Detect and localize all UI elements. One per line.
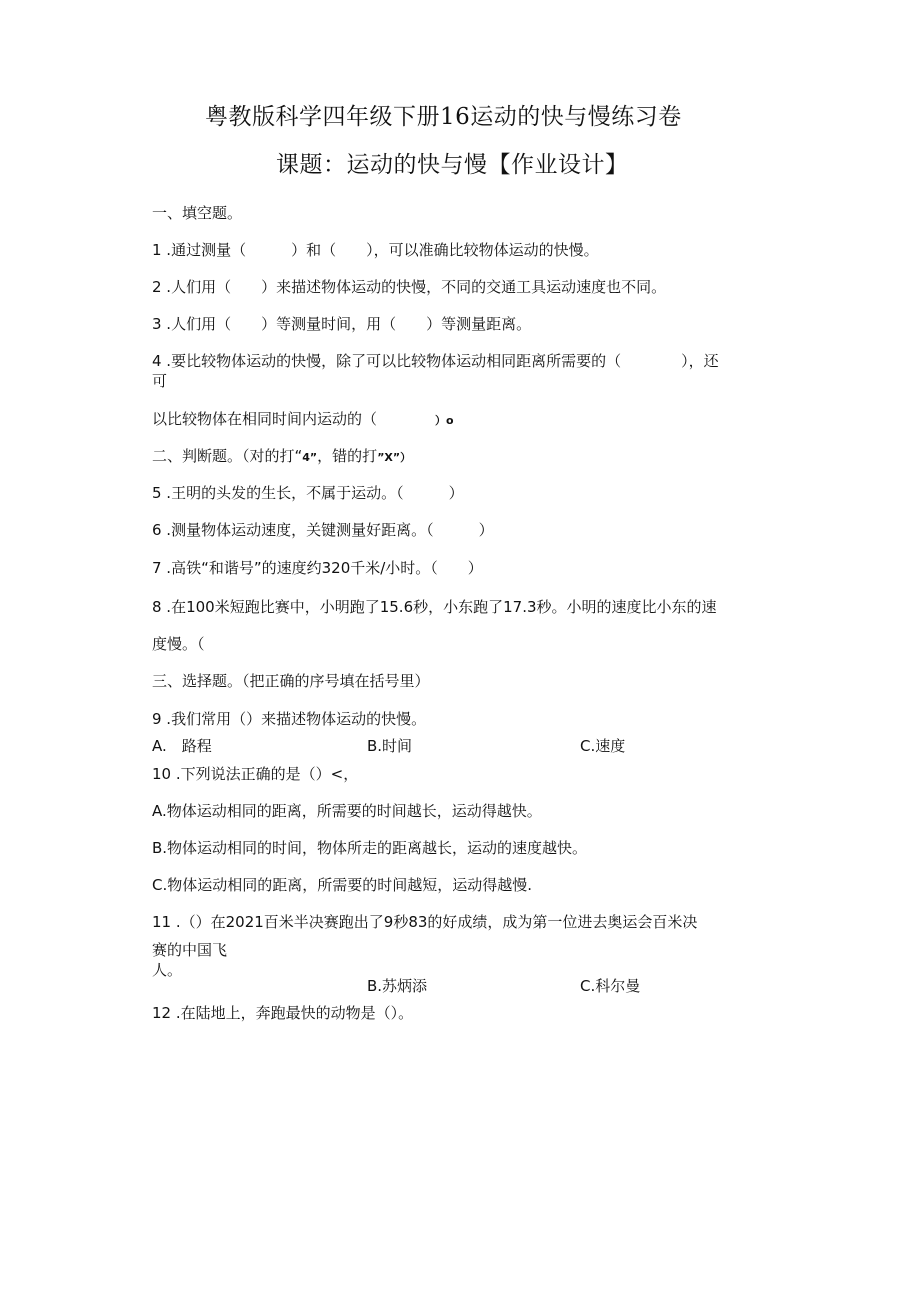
question-10-option-b: B.物体运动相同的时间，物体所走的距离越长，运动的速度越快。 xyxy=(152,839,588,857)
question-9-option-b: B.时间 xyxy=(367,737,413,755)
question-11-line-1: 11 .（）在2021百米半决赛跑出了9秒83的好成绩，成为第一位进去奥运会百米决 xyxy=(152,913,698,931)
question-10-option-a: A.物体运动相同的距离，所需要的时间越长，运动得越快。 xyxy=(152,802,542,820)
question-9-option-c: C.速度 xyxy=(580,737,626,755)
question-10-option-c: C.物体运动相同的距离，所需要的时间越短，运动得越慢. xyxy=(152,876,533,894)
question-9: 9 .我们常用（）来描述物体运动的快慢。 xyxy=(152,710,427,728)
question-3: 3 .人们用（ ）等测量时间，用（ ）等测量距离。 xyxy=(152,315,532,333)
question-11-option-c: C.科尔曼 xyxy=(580,977,641,995)
question-8-line-1: 8 .在100米短跑比赛中，小明跑了15.6秒，小东跑了17.3秒。小明的速度比小东的速 xyxy=(152,598,717,616)
heading-mid: ，错的打 xyxy=(317,447,378,465)
question-4-line-3-end: ）o xyxy=(435,414,454,427)
question-4-line-3-text: 以比较物体在相同时间内运动的（ xyxy=(152,410,378,428)
section-heading-multiple-choice: 三、选择题。（把正确的序号填在括号里） xyxy=(152,672,430,690)
question-9-option-a: A. 路程 xyxy=(152,737,212,755)
section-heading-fill-blank: 一、填空题。 xyxy=(152,204,243,222)
question-11-line-2: 赛的中国飞 xyxy=(152,941,228,959)
question-10: 10 .下列说法正确的是（）<， xyxy=(152,765,359,783)
question-11-option-b: B.苏炳添 xyxy=(367,977,428,995)
question-8-line-2: 度慢。（ xyxy=(152,635,205,653)
heading-end: ） xyxy=(400,451,412,464)
question-2: 2 .人们用（ ）来描述物体运动的快慢，不同的交通工具运动速度也不同。 xyxy=(152,278,667,296)
page-subtitle: 课题：运动的快与慢【作业设计】 xyxy=(276,152,629,178)
heading-text: 二、判断题。（对的打“ xyxy=(152,447,303,465)
question-1: 1 .通过测量（ ）和（ ），可以准确比较物体运动的快慢。 xyxy=(152,241,599,259)
question-4-line-1: 4 .要比较物体运动的快慢，除了可以比较物体运动相同距离所需要的（ ），还 xyxy=(152,352,719,370)
question-4-line-2: 可 xyxy=(152,372,168,390)
tick-mark: 4” xyxy=(302,451,318,464)
question-11-line-3: 人。 xyxy=(152,961,183,979)
section-heading-true-false xyxy=(152,446,411,468)
question-7: 7 .高铁“和谐号”的速度约320千米/小时。（ ） xyxy=(152,559,483,577)
page-title: 粤教版科学四年级下册16运动的快与慢练习卷 xyxy=(205,104,682,130)
question-6: 6 .测量物体运动速度，关键测量好距离。（ ） xyxy=(152,521,494,539)
question-5: 5 .王明的头发的生长，不属于运动。（ ） xyxy=(152,484,464,502)
question-4-line-3 xyxy=(152,409,454,431)
cross-mark: ”X” xyxy=(377,451,401,464)
question-12: 12 .在陆地上，奔跑最快的动物是（）。 xyxy=(152,1004,414,1022)
